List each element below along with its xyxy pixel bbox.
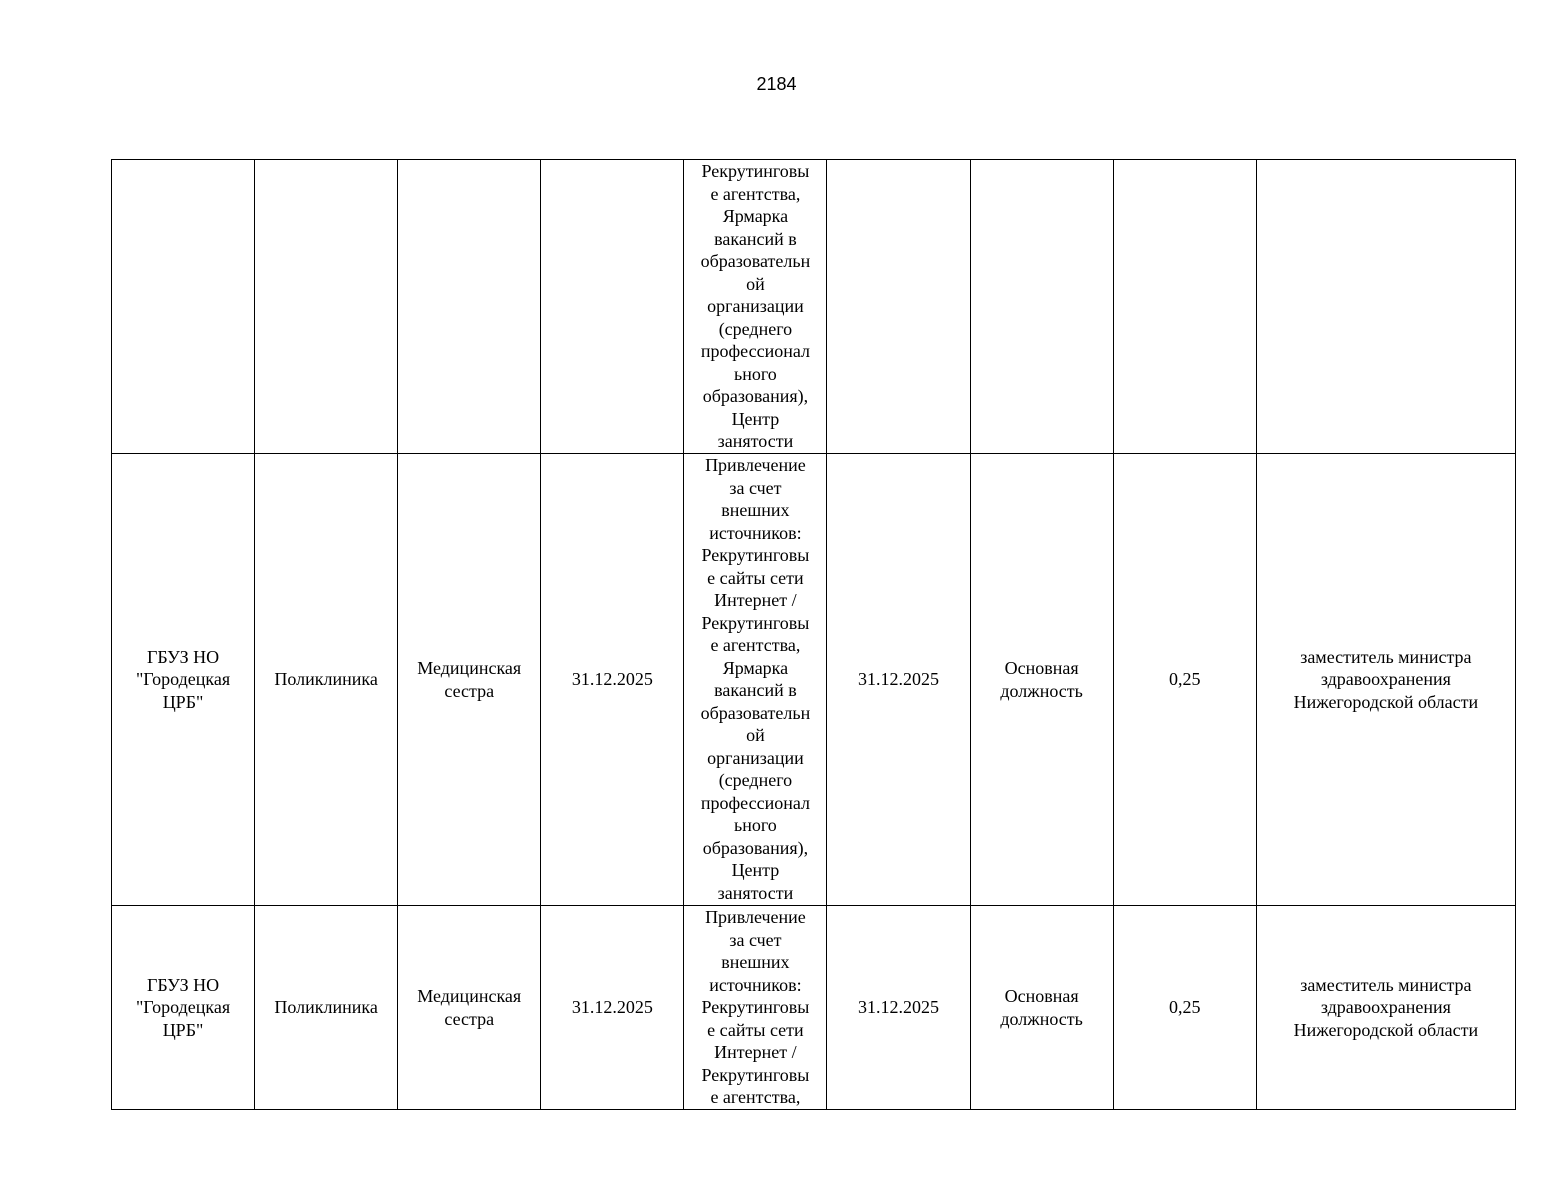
cell-employment-type xyxy=(970,160,1113,454)
cell-department: Поликлиника xyxy=(255,454,398,906)
cell-employment-type: Основная должность xyxy=(970,454,1113,906)
cell-responsible: заместитель министра здравоохранения Нижегородской области xyxy=(1256,906,1515,1110)
table-row xyxy=(112,906,1516,1110)
cell-organization: ГБУЗ НО "Городецкая ЦРБ" xyxy=(112,454,255,906)
cell-date-open: 31.12.2025 xyxy=(541,454,684,906)
cell-department: Поликлиника xyxy=(255,906,398,1110)
cell-sources: Привлечение за счет внешних источников: Рекрутинговы е сайты сети Интернет / Рекрутинговы е агентства, xyxy=(684,906,827,1110)
table-row xyxy=(112,160,1516,454)
cell-rate: 0,25 xyxy=(1113,906,1256,1110)
cell-date-open xyxy=(541,160,684,454)
page-number: 2184 xyxy=(756,74,797,94)
cell-position: Медицинская сестра xyxy=(398,906,541,1110)
cell-sources: Рекрутинговы е агентства, Ярмарка вакансий в образовательн ой организации (среднего профессионал ьного образования), Центр занятости xyxy=(684,160,827,454)
cell-date-close: 31.12.2025 xyxy=(827,906,970,1110)
cell-organization xyxy=(112,160,255,454)
cell-responsible: заместитель министра здравоохранения Нижегородской области xyxy=(1256,454,1515,906)
cell-sources: Привлечение за счет внешних источников: Рекрутинговы е сайты сети Интернет / Рекрутинговы е агентства, Ярмарка вакансий в образовательн ой организации (среднего профессионал ьного образования), Центр занятости xyxy=(684,454,827,906)
cell-date-close xyxy=(827,160,970,454)
cell-rate xyxy=(1113,160,1256,454)
table-row xyxy=(112,454,1516,906)
vacancy-table xyxy=(111,159,1516,1110)
cell-department xyxy=(255,160,398,454)
cell-date-open: 31.12.2025 xyxy=(541,906,684,1110)
cell-employment-type: Основная должность xyxy=(970,906,1113,1110)
cell-date-close: 31.12.2025 xyxy=(827,454,970,906)
cell-organization: ГБУЗ НО "Городецкая ЦРБ" xyxy=(112,906,255,1110)
cell-position: Медицинская сестра xyxy=(398,454,541,906)
cell-responsible xyxy=(1256,160,1515,454)
cell-rate: 0,25 xyxy=(1113,454,1256,906)
cell-position xyxy=(398,160,541,454)
